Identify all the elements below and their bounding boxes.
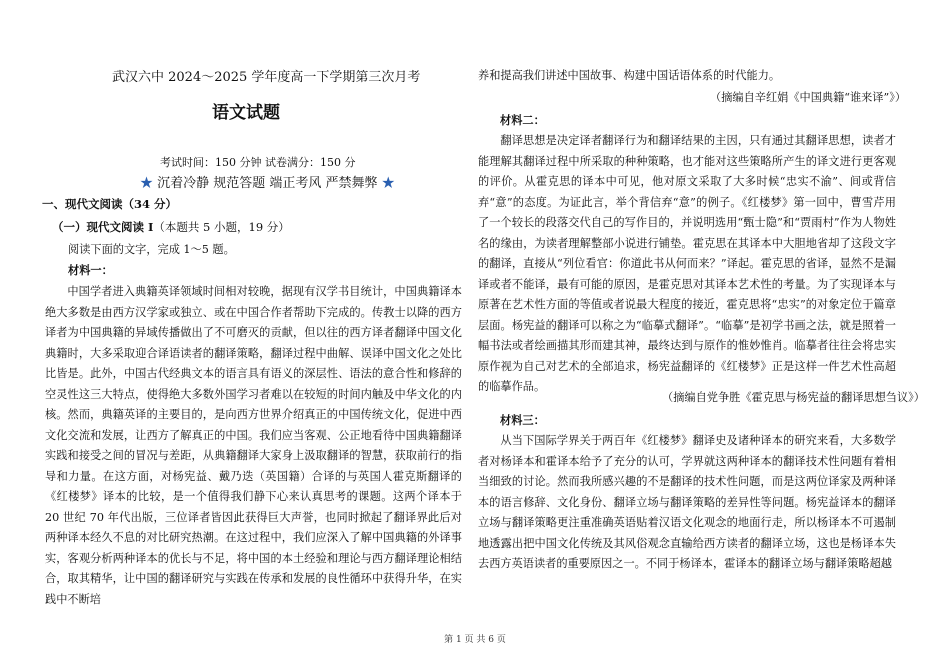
source-citation: （摘编自党争胜《霍克思与杨宪益的翻译思想刍议》） bbox=[662, 391, 925, 404]
source-citation: （摘编自辛红娟《中国典籍“谁来译”》） bbox=[710, 91, 907, 104]
material3-label: 材料三： bbox=[500, 413, 545, 427]
section-heading: 一、现代文阅读（34 分） bbox=[42, 197, 178, 211]
subject-title: 语文试题 bbox=[212, 103, 280, 123]
exam-motto bbox=[140, 172, 395, 191]
exam-title: 武汉六中 2024～2025 学年度高一下学期第三次月考 bbox=[112, 70, 421, 85]
sub-heading-label: （一）现代文阅读 I bbox=[52, 220, 154, 234]
exam-info: 考试时间：150 分钟 试卷满分：150 分 bbox=[160, 156, 356, 169]
page-number: 第 1 页 共 6 页 bbox=[444, 635, 506, 645]
star-icon: ★ bbox=[140, 176, 154, 191]
continuation-text: 养和提高我们讲述中国故事、构建中国话语体系的时代能力。 bbox=[478, 69, 781, 82]
material2-text: 翻译思想是决定译者翻译行为和翻译结果的主因，只有通过其翻译思想，读者才能理解其翻译过程中所采取的种种策略，也才能对这些策略所产生的译文进行更客观的评价。从霍克思的译本中可见，他对原文采取了大多时候“忠实不渝”、间或背信弃“意”的态度。为证此言，举个背信弃“意”的例子。《红楼梦》第一回中，曹雪芹用了一个较长的段落交代自己的写作目的，并说明选用“甄士隐”和“贾雨村”作为人物姓名的缘由，为读者理解整部小说进行铺垫。霍克思在其译本中大胆地省却了这段文字的翻译，直接从“列位看官：你道此书从何而来？”译起。霍克思的省译，显然不是漏译或者不能译，最有可能的原因，是霍克思对其译本艺术性的考量。为了实现译本与原著在艺术性方面的等值或者说最大程度的接近，霍克思将“忠实”的对象定位于篇章层面。杨宪益的翻译可以称之为“临摹式翻译”。“临摹”是初学书画之法，就是照着一幅书法或者绘画描其形而建其神，最终达到与原作的惟妙惟肖。临摹者往往会将忠实原作视为自己对艺术的全部追求，杨宪益翻译的《红楼梦》正是这样一件艺术性高超的临摹作品。 bbox=[478, 134, 896, 393]
motto-text: 沉着冷静 规范答题 端正考风 严禁舞弊 bbox=[157, 176, 378, 191]
material1-text: 中国学者进入典籍英译领域时间相对较晚，据现有汉学书目统计，中国典籍译本绝大多数是由西方汉学家或独立、或在中国合作者帮助下完成的。传教士以降的西方译者为中国典籍的异域传播做出了不可磨灭的贡献，但以往的西方译者翻译中国文化典籍时，大多采取迎合译语读者的翻译策略，翻译过程中曲解、误译中国文化之处比比皆是。此外，中国古代经典文本的语言具有语义的深层性、语法的意合性和修辞的空灵性这三大特点，使得绝大多数外国学习者难以在较短的时间内触及中华文化的内核。然而，典籍英译的主要目的，是向西方世界介绍真正的中国传统文化，促进中西文化交流和发展，让西方了解真正的中国。我们应当客观、公正地看待中国典籍翻译实践和接受之间的冒况与差距，从典籍翻译大家身上汲取翻译的智慧，获取前行的指导和力量。在这方面，对杨宪益、戴乃迭（英国籍）合译的与英国人霍克斯翻译的《红楼梦》译本的比较，是一个值得我们静下心来认真思考的课题。这两个译本于 20 世纪 70 年代出版，三位译者皆因此获得巨大声誉，也同时掀起了翻译界此后对两种译本经久不息的对比研究热潮。在这过程中，我们应深入了解中国典籍的外译事实，客观分析两种译本的优长与不足，将中国的本土经验和理论与西方翻译理论相结合，取其精华，让中国的翻译研究与实践在传承和发展的良性循环中获得升华，在实践中不断培 bbox=[45, 285, 462, 606]
sub-heading-detail: （本题共 5 小题，19 分） bbox=[153, 220, 290, 234]
star-icon: ★ bbox=[381, 176, 395, 191]
material1-label: 材料一： bbox=[68, 263, 113, 277]
instruction: 阅读下面的文字，完成 1～5 题。 bbox=[68, 243, 235, 256]
material3-text: 从当下国际学界关于两百年《红楼梦》翻译史及诸种译本的研究来看，大多数学者对杨译本和霍译本给予了充分的认可，学界就这两种译本的翻译技术性问题有着相当细致的讨论。然而我所感兴趣的不是翻译的技术性问题，而是这两位译家及两种译本的语言修辞、文化身份、翻译立场与翻译策略的差异性等问题。杨宪益译本的翻译立场与翻译策略更注重准确英语贴着汉语文化观念的地面行走，所以杨译本不可遏制地透露出把中国文化传统及其风俗观念直输给西方读者的翻译立场，这也是杨译本失去西方英语读者的重要原因之一。不同于杨译本，霍译本的翻译立场与翻译策略超越 bbox=[478, 434, 896, 570]
material2-label: 材料二： bbox=[500, 113, 545, 127]
sub-section-heading bbox=[52, 219, 290, 235]
